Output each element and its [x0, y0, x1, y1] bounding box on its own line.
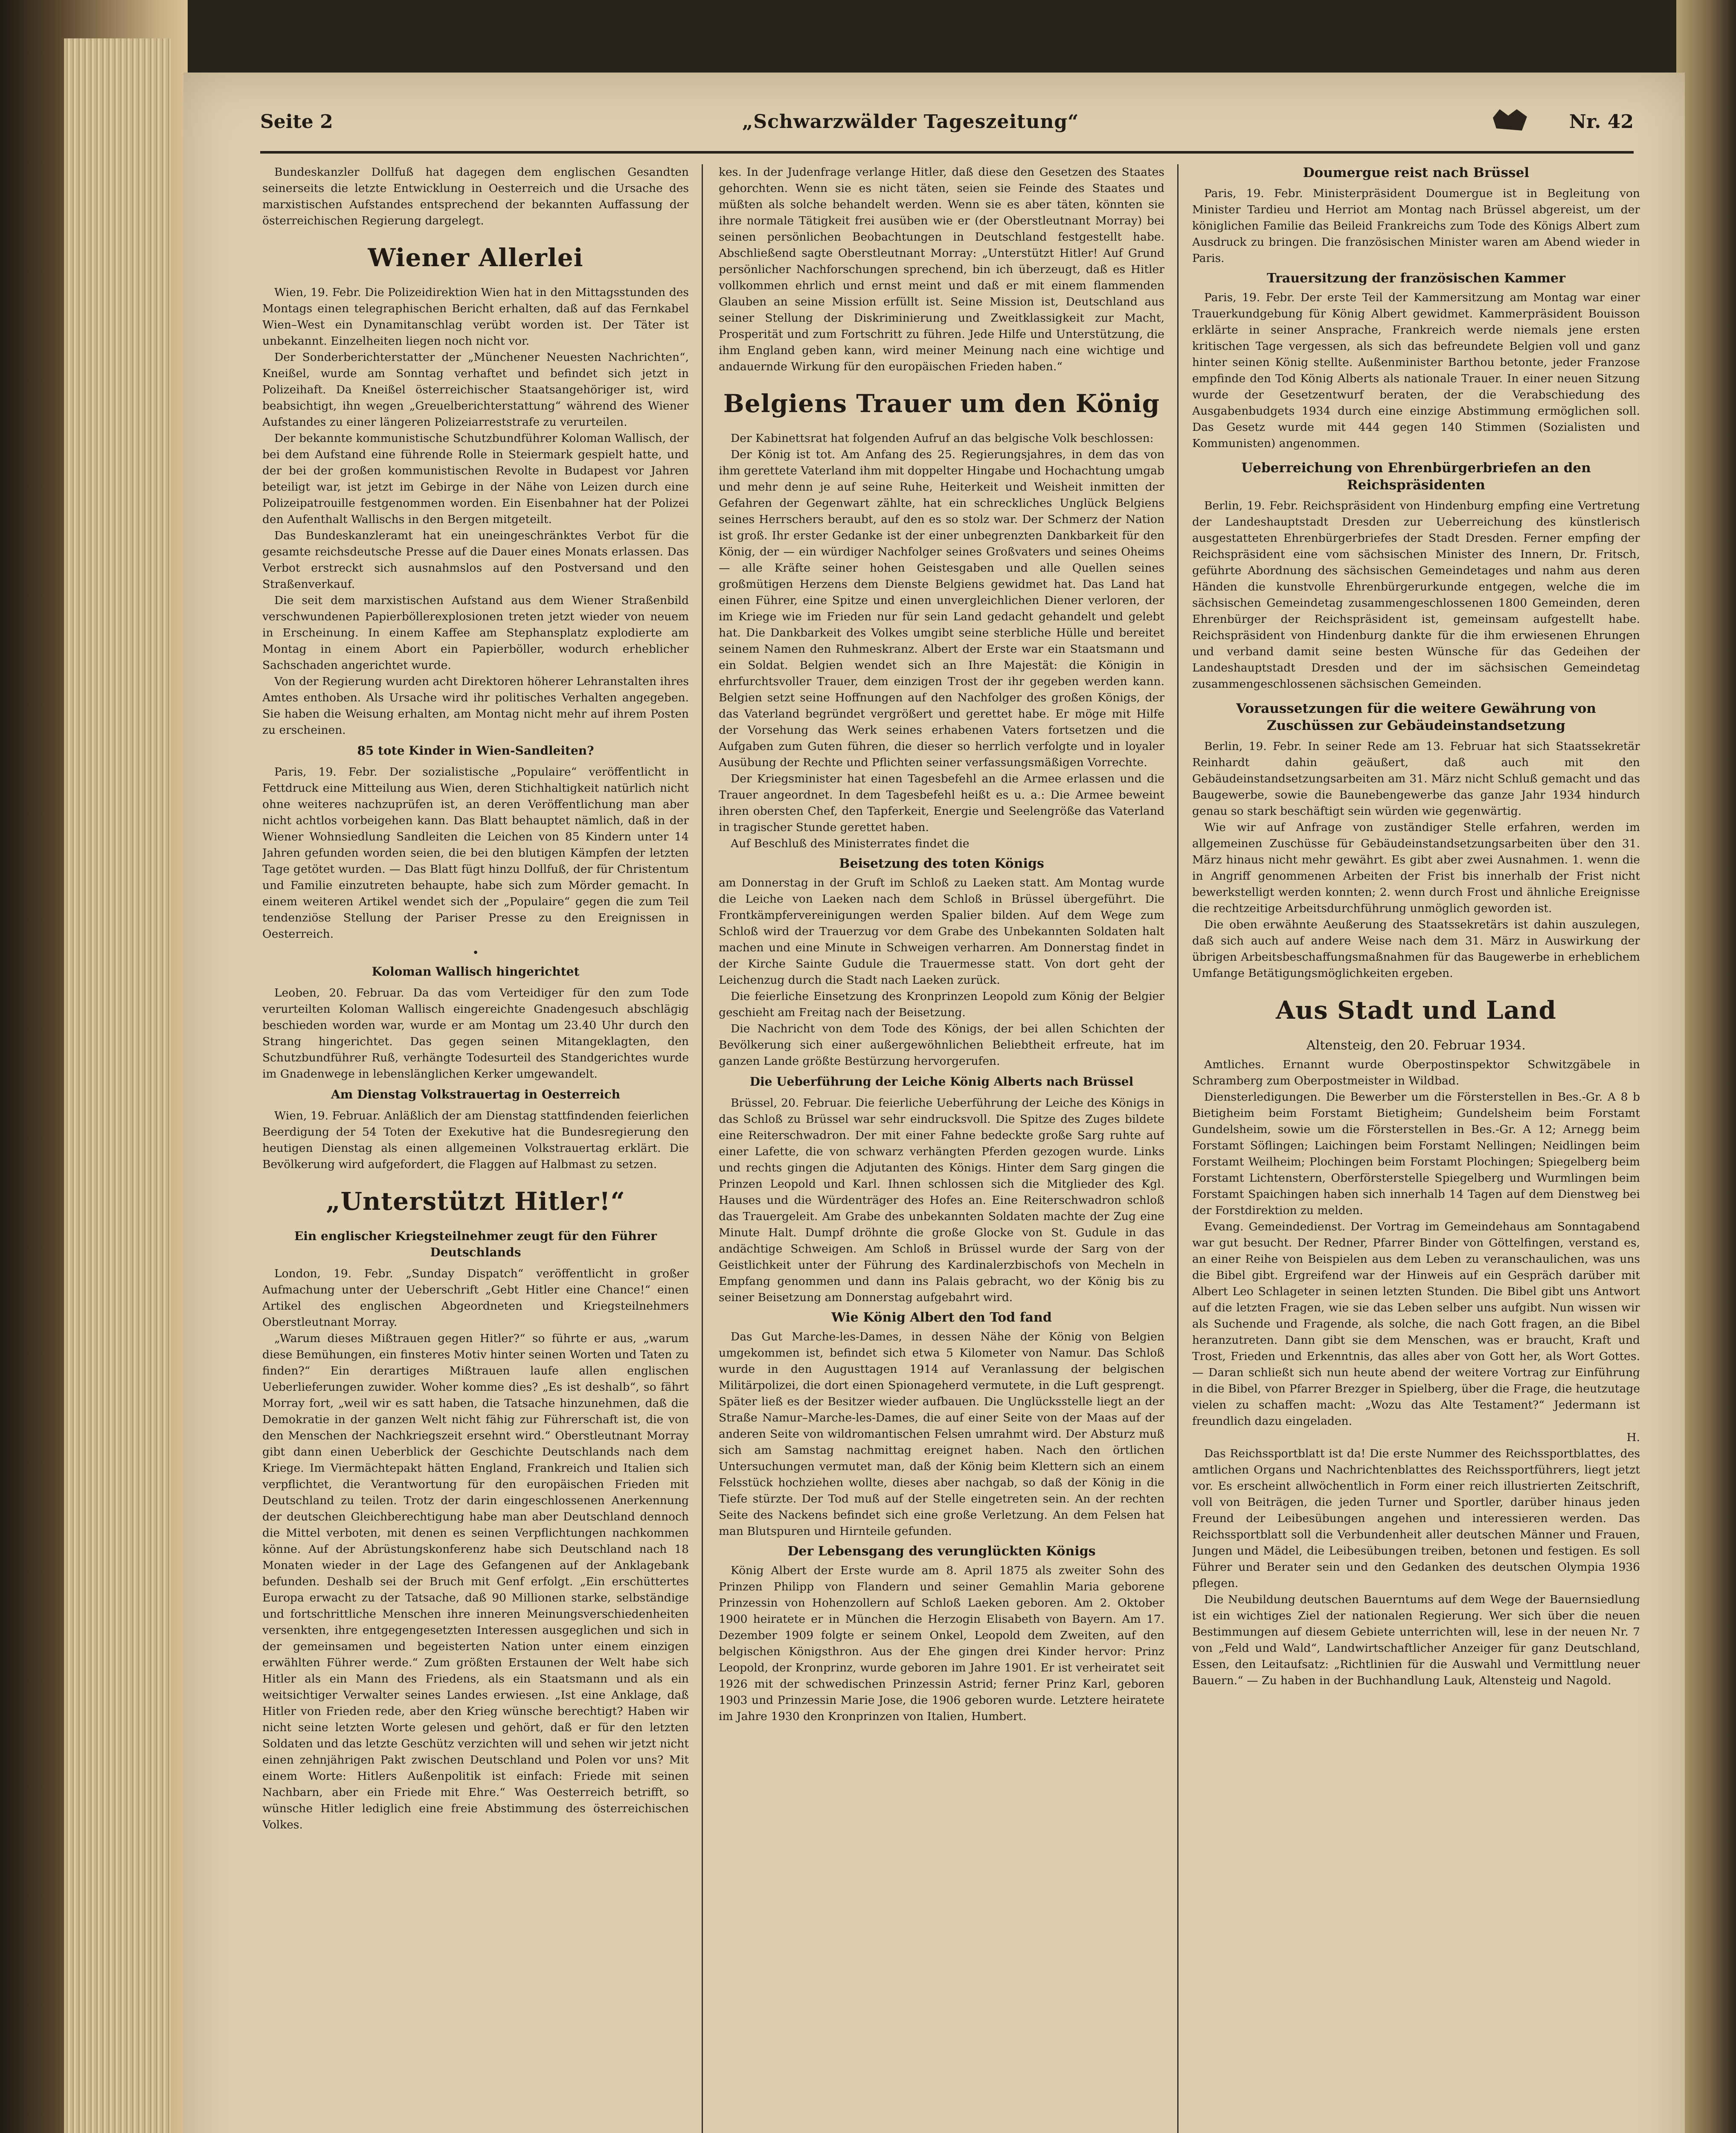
- article-paragraph: Der Kabinettsrat hat folgenden Aufruf an das belgische Volk beschlossen:: [731, 432, 1154, 445]
- article-paragraph: Der bekannte kommunistische Schutzbundführer Koloman Wallisch, der bei dem Aufstand eine führende Rolle in Steiermark gespielt hatte, und der bei der großen kommunistischen Revolte in Budapest vor Jahren beteiligt war, ist jetzt im Gebirge in der Nähe von Leizen durch eine Polizeipatrouille festgenommen worden. Ein Eisenbahner hat der Polizei den Aufenthalt Wallischs in den Bergen mitgeteilt.: [262, 432, 689, 526]
- article-paragraph: Die seit dem marxistischen Aufstand aus dem Wiener Straßenbild verschwundenen Papierböllerexplosionen treten jetzt wieder von neuem in Erscheinung. In einem Kaffee am Stephansplatz explodierte am Montag in einem Abort ein Papierböller, wodurch erheblicher Sachschaden angerichtet wurde.: [262, 594, 689, 672]
- article-paragraph: kes. In der Judenfrage verlange Hitler, daß diese den Gesetzen des Staates gehorchten. Wenn sie es nicht täten, seien sie Feinde des Staates und müßten als solche behandelt werden. Wenn sie es aber täten, könnten sie ihre normale Tätigkeit frei ausüben wie er (der Oberstleutnant Morray) bei seinen persönlichen Beobachtungen in Deutschland festgestellt habe. Abschließend sagte Oberstleutnant Morray: „Unterstützt Hitler! Auf Grund persönlicher Nachforschungen sprechend, bin ich überzeugt, daß es Hitler vollkommen ehrlich und ernst meint und daß er mit einem flammenden Glauben an seine Mission erfüllt ist. Seine Mission ist, Deutschland aus seiner Stellung der Diskriminierung und Zweitklassigkeit zur Macht, Prosperität und zum Fortschritt zu führen. Jede Hilfe und Unterstützung, die ihm England geben kann, wird meiner Meinung nach eine wichtige und andauernde Wirkung für den europäischen Frieden haben.“: [719, 166, 1164, 373]
- book-binding: [0, 0, 188, 2133]
- article-paragraph: Der Sonderberichterstatter der „Münchener Neuesten Nachrichten“, Kneißel, wurde am Sonntag verhaftet und befindet sich jetzt in Polizeihaft. Da Kneißel österreichischer Staatsangehöriger ist, wird beabsichtigt, ihn wegen „Greuelberichterstattung“ während des Wiener Aufstandes zu einer längeren Polizeiarreststrafe zu verurteilen.: [262, 351, 689, 429]
- subheading-tod-koenig-albert: Wie König Albert den Tod fand: [831, 1310, 1052, 1325]
- headline-belgiens-trauer: Belgiens Trauer um den König: [723, 389, 1160, 418]
- subheading-ueberfuehrung: Die Ueberführung der Leiche König Alberts nach Brüssel: [749, 1075, 1134, 1089]
- headline-ehrenbuergerbriefe: Ueberreichung von Ehrenbürgerbriefen an den Reichspräsidenten: [1241, 460, 1591, 493]
- article-paragraph: Das Bundeskanzleramt hat ein uneingeschränktes Verbot für die gesamte reichsdeutsche Presse auf die Dauer eines Monats erlassen. Das Verbot erstreckt sich ausnahmslos auf den Postversand und den Straßenverkauf.: [262, 529, 689, 591]
- article-paragraph: Die oben erwähnte Aeußerung des Staatssekretärs ist dahin auszulegen, daß sich auch auf andere Weise nach dem 31. März in Auswirkung der übrigen Arbeitsbeschaffungsmaßnahmen für das Baugewerbe in erheblichem Umfange Betätigungsmöglichkeiten ergeben.: [1192, 918, 1640, 980]
- headline-doumergue: Doumergue reist nach Brüssel: [1303, 165, 1530, 180]
- newspaper-page: [183, 73, 1685, 2133]
- article-paragraph: Bundeskanzler Dollfuß hat dagegen dem englischen Gesandten seinerseits die letzte Entwicklung in Oesterreich und die Ursache des marxistischen Aufstandes entsprechend der bekannten Auffassung der österreichischen Regierung dargelegt.: [262, 166, 689, 227]
- article-paragraph: Die Nachricht von dem Tode des Königs, der bei allen Schichten der Bevölkerung sich einer außergewöhnlichen Beliebtheit erfreute, hat im ganzen Lande größte Bestürzung hervorgerufen.: [719, 1022, 1164, 1068]
- subheading-lebensgang: Der Lebensgang des verunglückten Königs: [787, 1544, 1096, 1559]
- article-paragraph: Amtliches. Ernannt wurde Oberpostinspektor Schwitzgäbele in Schramberg zum Oberpostmeister in Wildbad.: [1192, 1058, 1640, 1087]
- ink-blot-mark: [1493, 109, 1527, 131]
- article-paragraph: Leoben, 20. Februar. Da das vom Verteidiger für den zum Tode verurteilten Koloman Wallisch eingereichte Gnadengesuch abschlägig beschieden worden war, wurde er am Montag um 23.40 Uhr durch den Strang hingerichtet. Das gegen seinen Mitangeklagten, den Schutzbundführer Ruß, verhängte Todesurteil des Standgerichtes wurde im Gnadenwege in lebenslänglichen Kerker umgewandelt.: [262, 986, 689, 1081]
- headline-aus-stadt-und-land: Aus Stadt und Land: [1276, 996, 1556, 1025]
- article-paragraph: Paris, 19. Febr. Ministerpräsident Doumergue ist in Begleitung von Minister Tardieu und Herriot am Montag nach Brüssel abgereist, um der königlichen Familie das Beileid Frankreichs zum Tode des Königs Albert zum Ausdruck zu bringen. Die französischen Minister waren am Abend wieder in Paris.: [1192, 187, 1640, 265]
- article-paragraph: Auf Beschluß des Ministerrates findet die: [731, 837, 970, 850]
- article-paragraph: Evang. Gemeindedienst. Der Vortrag im Gemeindehaus am Sonntagabend war gut besucht. Der Redner, Pfarrer Binder von Göttelfingen, verstand es, an einer Reihe von Beispielen aus dem Leben zu veranschaulichen, was uns die Bibel gibt. Ergreifend war der Hinweis auf ein Gespräch darüber mit Albert Leo Schlageter in seinen letzten Stunden. Die Bibel gibt uns Antwort auf die letzten Fragen, wie sie das Leben selber uns aufgibt. Nun wissen wir als Suchende und Fragende, als solche, die nach Gott fragen, an die Bibel heranzutreten. Dann gibt sie dem Menschen, was er braucht, Kraft und Trost, Frieden und Erkenntnis, das alles aber von Gott her, als Wort Gottes. — Daran schließt sich nun heute abend der weitere Vortrag zur Einführung in die Bibel, von Pfarrer Brezger in Spielberg, über die Frage, die heutzutage vielen zu schaffen macht: „Wozu das Alte Testament?“ Jedermann ist freundlich dazu eingeladen.: [1192, 1220, 1640, 1428]
- article-paragraph: Die Neubildung deutschen Bauerntums auf dem Wege der Bauernsiedlung ist ein wichtiges Ziel der nationalen Regierung. Wer sich über die neuen Bestimmungen auf diesem Gebiete unterrichten will, lese in der neuen Nr. 7 von „Feld und Wald“, Landwirtschaftlicher Anzeiger für ganz Deutschland, Essen, den Leitaufsatz: „Richtlinien für die Auswahl und Vermittlung neuer Bauern.“ — Zu haben in der Buchhandlung Lauk, Altensteig und Nagold.: [1192, 1593, 1640, 1687]
- subheading-wallisch-hingerichtet: Koloman Wallisch hingerichtet: [372, 965, 580, 979]
- column-rule: [702, 164, 703, 2133]
- article-paragraph: Der König ist tot. Am Anfang des 25. Regierungsjahres, in dem das von ihm gerettete Vaterland ihm mit doppelter Hingabe und Hochachtung umgab und mehr denn je auf seine Ruhe, Heiterkeit und Weisheit inmitten der Gefahren der Gegenwart zählte, hat ein schreckliches Unglück Belgiens seines Herrschers beraubt, auf den es so stolz war. Der Schmerz der Nation ist groß. Ihr erster Gedanke ist der einer unbegrenzten Dankbarkeit für den König, der — ein würdiger Nachfolger seines Großvaters und seines Oheims — alle Kräfte seiner hohen Geistesgaben und alle Quellen seines großmütigen Herzens dem Dienste Belgiens gewidmet hat. Das Land hat einen Führer, eine Spitze und einen unvergleichlichen Diener verloren, der im Kriege wie im Frieden nur für sein Land gedacht gehandelt und gelebt hat. Die Dankbarkeit des Volkes umgibt seine sterbliche Hülle und bereitet seinem Namen den Ruhmeskranz. Albert der Erste war ein Staatsmann und ein Soldat. Belgien wendet sich an Ihre Majestät: die Königin in ehrfurchtsvoller Trauer, dem einzigen Trost der ihr gegeben werden kann. Belgien setzt seine Hoffnungen auf den Nachfolger des großen Königs, der das Vaterland begründet vergrößert und gerettet habe. Er möge mit Hilfe der Vorsehung das Werk seines erhabenen Vaters fortsetzen und die Aufgaben zum Guten führen, die dieser so herrlich verfolgte und in loyaler Ausübung der Rechte und Pflichten seiner verfassungsmäßigen Vorrechte.: [719, 448, 1164, 769]
- article-paragraph: „Warum dieses Mißtrauen gegen Hitler?“ so führte er aus, „warum diese Bemühungen, ein finsteres Motiv hinter seinen Worten und Taten zu finden?“ Ein derartiges Mißtrauen laufe allen englischen Ueberlieferungen zuwider. Woher komme dies? „Es ist deshalb“, so fährt Morray fort, „weil wir es satt haben, die Tatsache hinzunehmen, daß die Demokratie in der ganzen Welt nicht fähig zur Führerschaft ist, die von den Menschen der Nachkriegszeit ersehnt wird.“ Oberstleutnant Morray gibt dann einen Ueberblick der Geschichte Deutschlands nach dem Kriege. Im Viermächtepakt hätten England, Frankreich und Italien sich verpflichtet, die Verantwortung für den europäischen Frieden mit Deutschland zu teilen. Trotz der darin eingeschlossenen Anerkennung der deutschen Gleichberechtigung habe man aber Deutschland dennoch die Mittel verboten, mit denen es seinen Verpflichtungen nachkommen könne. Auf der Abrüstungskonferenz habe sich Deutschland nach 18 Monaten wieder in der Lage des Gefangenen auf der Anklagebank befunden. Deshalb sei der Bruch mit Genf erfolgt. „Ein erschüttertes Europa erwacht zu der Tatsache, daß 90 Millionen starke, selbständige und fortschrittliche Menschen ihre inneren Meinungsverschiedenheiten versenkten, ihre entgegengesetzten Interessen ausgeglichen und sich in der gemeinsamen und begeisterten Nation unter einem einzigen erwählten Führer werde.“ Zum größten Erstaunen der Welt habe sich Hitler als ein Mann des Friedens, als ein Staatsmann und als ein weitsichtiger Verwalter seines Landes erwiesen. „Ist eine Anklage, daß Hitler von Frieden rede, aber den Krieg wünsche berechtigt? Haben wir nicht seine letzten Worte gelesen und gehört, daß er für den letzten Soldaten und das letzte Geschütz verzichten will und sehen wir jetzt nicht einen zehnjährigen Pakt zwischen Deutschland und Polen vor uns? Mit einem Worte: Hitlers Außenpolitik ist einfach: Friede mit seinen Nachbarn, aber ein Friede mit Ehre.“ Was Oesterreich betrifft, so wünsche Hitler lediglich eine freie Abstimmung des österreichischen Volkes.: [262, 1332, 689, 1831]
- headline-wiener-allerlei: Wiener Allerlei: [368, 243, 584, 272]
- subheading-beisetzung: Beisetzung des toten Königs: [839, 856, 1044, 871]
- headline-unterstuetzt-hitler: „Unterstützt Hitler!“: [326, 1187, 625, 1216]
- article-paragraph: Brüssel, 20. Februar. Die feierliche Ueberführung der Leiche des Königs in das Schloß zu Brüssel war sehr eindrucksvoll. Die Spitze des Zuges bildete eine Reiterschwadron. Der mit einer Fahne bedeckte große Sarg ruhte auf einer Lafette, die von schwarz verhängten Pferden gezogen wurde. Links und rechts gingen die Adjutanten des Königs. Hinter dem Sarg gingen die Prinzen Leopold und Karl. Ihnen schlossen sich die Mitglieder des Kgl. Hauses und die Würdenträger des Hofes an. Eine Reiterschwadron schloß das Trauergeleit. Am Grabe des unbekannten Soldaten machte der Zug eine Minute Halt. Dumpf dröhnte die große Glocke von St. Gudule in das andächtige Schweigen. Am Schloß in Brüssel wurde der Sarg von der Geistlichkeit unter der Führung des Kardinalerzbischofs von Mecheln in Empfang genommen und dann ins Palais gebracht, wo der König bis zu seiner Beisetzung am Donnerstag aufgebahrt wird.: [719, 1096, 1164, 1304]
- column-1: [262, 164, 689, 2133]
- article-paragraph: Der Kriegsminister hat einen Tagesbefehl an die Armee erlassen und die Trauer angeordnet. In dem Tagesbefehl heißt es u. a.: Die Armee beweint ihren obersten Chef, den Tapferkeit, Energie und Seelengröße das Vaterland in tragischer Stunde gerettet haben.: [719, 772, 1164, 834]
- article-paragraph: Von der Regierung wurden acht Direktoren höherer Lehranstalten ihres Amtes enthoben. Als Ursache wird ihr politisches Verhalten angegeben. Sie haben die Weisung erhalten, am Montag nicht mehr auf ihrem Posten zu erscheinen.: [262, 675, 689, 737]
- subheading-volkstrauertag: Am Dienstag Volkstrauertag in Oesterreich: [331, 1087, 620, 1101]
- issue-number: Nr. 42: [1569, 111, 1634, 133]
- article-paragraph: Wie wir auf Anfrage von zuständiger Stelle erfahren, werden im allgemeinen Zuschüsse für Gebäudeinstandsetzungsarbeiten über den 31. März hinaus nicht mehr gewährt. Es gibt aber zwei Ausnahmen. 1. wenn die in Angriff genommenen Arbeiten der Frist bis innerhalb der Frist nicht bewerkstelligt werden konnten; 2. wenn durch Frost und ähnliche Ereignisse die rechtzeitige Arbeitsdurchführung unmöglich geworden ist.: [1192, 821, 1640, 915]
- page-header: [260, 107, 1634, 154]
- headline-subtitle: Ein englischer Kriegsteilnehmer zeugt für den Führer Deutschlands: [294, 1229, 657, 1259]
- newspaper-name: „Schwarzwälder Tageszeitung“: [742, 111, 1079, 133]
- article-paragraph: Die feierliche Einsetzung des Kronprinzen Leopold zum König der Belgier geschieht am Freitag nach der Beisetzung.: [719, 990, 1164, 1019]
- article-paragraph: London, 19. Febr. „Sunday Dispatch“ veröffentlicht in großer Aufmachung unter der Ueberschrift „Gebt Hitler eine Chance!“ einen Artikel des englischen Abgeordneten und Kriegsteilnehmers Oberstleutnant Morray.: [262, 1267, 689, 1329]
- subheading-trauersitzung: Trauersitzung der französischen Kammer: [1266, 271, 1566, 286]
- headline-voraussetzungen: Voraussetzungen für die weitere Gewährung von Zuschüssen zur Gebäudeinstandsetzung: [1236, 701, 1596, 733]
- article-paragraph: Das Gut Marche-les-Dames, in dessen Nähe der König von Belgien umgekommen ist, befindet sich etwa 5 Kilometer von Namur. Das Schloß wurde in den Augusttagen 1914 auf Veranlassung der belgischen Militärpolizei, die dort einen Spionageherd vermutete, in die Luft gesprengt. Später ließ es der Besitzer wieder aufbauen. Die Unglücksstelle liegt an der Straße Namur–Marche-les-Dames, die auf einer Seite von der Maas auf der anderen Seite von wildromantischen Felsen umrahmt wird. Der Absturz muß sich am Samstag nachmittag ereignet haben. Nach den örtlichen Untersuchungen vermutet man, daß der König beim Klettern sich an einem Felsstück hochziehen wollte, dieses aber nachgab, so daß der König in die Tiefe stürzte. Der Tod muß auf der Stelle eingetreten sein. An der rechten Seite des Nackens befindet sich eine große Verletzung. An dem Felsen hat man Blutspuren und Hirnteile gefunden.: [719, 1330, 1164, 1538]
- dateline: Altensteig, den 20. Februar 1934.: [1306, 1038, 1526, 1053]
- article-paragraph: Berlin, 19. Febr. In seiner Rede am 13. Februar hat sich Staatssekretär Reinhardt dahin geäußert, daß auch mit den Gebäudeinstandsetzungsarbeiten am 31. März nicht Schluß gemacht und das Baugewerbe, sowie die Baunebengewerbe das ganze Jahr 1934 hindurch genau so stark beschäftigt sein würden wie gegenwärtig.: [1192, 740, 1640, 818]
- article-paragraph: Paris, 19. Febr. Der erste Teil der Kammersitzung am Montag war einer Trauerkundgebung für König Albert gewidmet. Kammerpräsident Bouisson erklärte in seiner Ansprache, Frankreich werde niemals jene ersten kritischen Tage vergessen, als sich das befreundete Belgien voll und ganz hinter seinen König stellte. Außenminister Barthou betonte, jeder Franzose empfinde den Tod König Alberts als nationale Trauer. In einer neuen Sitzung wurde der Gesetzentwurf beraten, der die Verabschiedung des Ausgabenbudgets 1934 durch eine einzige Abstimmung ermöglichen soll. Das Gesetz wurde mit 444 gegen 140 Stimmen (Sozialisten und Kommunisten) angenommen.: [1192, 291, 1640, 450]
- column-rule: [1177, 164, 1179, 2133]
- column-2: [719, 164, 1164, 2133]
- article-paragraph: Wien, 19. Febr. Die Polizeidirektion Wien hat in den Mittagsstunden des Montags einen telegraphischen Bericht erhalten, daß auf das Fernkabel Wien–West ein Dynamitanschlag verübt worden ist. Der Täter ist unbekannt. Einzelheiten liegen noch nicht vor.: [262, 286, 689, 348]
- page-number-label: Seite 2: [260, 111, 333, 133]
- article-paragraph: Paris, 19. Febr. Der sozialistische „Populaire“ veröffentlicht in Fettdruck eine Mitteilung aus Wien, deren Stichhaltigkeit natürlich nicht ohne weiteres nachzuprüfen ist, an deren Veröffentlichung man aber nicht achtlos vorbeigehen kann. Das Blatt behauptet nämlich, daß in der Wiener Wohnsiedlung Sandleiten die Leichen von 85 Kindern unter 14 Jahren gefunden worden seien, die bei den blutigen Kämpfen der letzten Tage getötet wurden. — Das Blatt fügt hinzu Dollfuß, der für Christentum und Familie einzutreten behaupte, habe sich zum Mörder gemacht. In einem weiteren Artikel wendet sich der „Populaire“ gegen die zum Teil tendenziöse Stellung der Pariser Presse zu den Ereignissen in Oesterreich.: [262, 765, 689, 941]
- subheading-85-tote-kinder: 85 tote Kinder in Wien-Sandleiten?: [357, 744, 594, 758]
- column-3: [1192, 164, 1640, 2133]
- section-separator: •: [472, 947, 479, 959]
- page-stack-edge: [64, 38, 171, 2133]
- article-paragraph: Das Reichssportblatt ist da! Die erste Nummer des Reichssportblattes, des amtlichen Organs und Nachrichtenblattes des Reichssportführers, liegt jetzt vor. Es erscheint allwöchentlich in Form einer reich illustrierten Zeitschrift, voll von Beiträgen, die jeden Turner und Sportler, darüber hinaus jeden Freund der Leibesübungen angehen und interessieren werden. Das Reichssportblatt soll die Verbundenheit aller deutschen Männer und Frauen, Jungen und Mädel, die Leibesübungen treiben, betonen und festigen. Es soll Führer und Berater sein und den Gedanken des deutschen Olympia 1936 pflegen.: [1192, 1447, 1640, 1590]
- author-signature: H.: [1626, 1431, 1640, 1444]
- page-edge-shadow: [1676, 0, 1736, 2133]
- article-paragraph: Wien, 19. Februar. Anläßlich der am Dienstag stattfindenden feierlichen Beerdigung der 54 Toten der Exekutive hat die Bundesregierung den heutigen Dienstag als einen allgemeinen Volkstrauertag erklärt. Die Bevölkerung wird aufgefordert, die Flaggen auf Halbmast zu setzen.: [262, 1109, 689, 1171]
- article-paragraph: Diensterledigungen. Die Bewerber um die Försterstellen in Bes.-Gr. A 8 b Bietigheim beim Forstamt Bietigheim; Gundelsheim beim Forstamt Gundelsheim, sowie um die Försterstellen in Bes.-Gr. A 12; Arnegg beim Forstamt Söflingen; Laichingen beim Forstamt Nellingen; Neidlingen beim Forstamt Weilheim; Plochingen beim Forstamt Plochingen; Spiegelberg beim Forstamt Lichtenstern, Oberförsterstelle Spiegelberg und Wurmlingen beim Forstamt Spaichingen haben sich innerhalb 14 Tagen auf dem Dienstweg bei der Forstdirektion zu melden.: [1192, 1090, 1640, 1217]
- article-paragraph: König Albert der Erste wurde am 8. April 1875 als zweiter Sohn des Prinzen Philipp von Flandern und seiner Gemahlin Maria geborene Prinzessin von Hohenzollern auf Schloß Laeken geboren. Am 2. Oktober 1900 heiratete er in München die Herzogin Elisabeth von Bayern. Am 17. Dezember 1909 folgte er seinem Onkel, Leopold dem Zweiten, auf den belgischen Königsthron. Aus der Ehe gingen drei Kinder hervor: Prinz Leopold, der Kronprinz, wurde geboren im Jahre 1901. Er ist verheiratet seit 1926 mit der schwedischen Prinzessin Astrid; ferner Prinz Karl, geboren 1903 und Prinzessin Marie Jose, die 1906 geboren wurde. Letztere heiratete im Jahre 1930 den Kronprinzen von Italien, Humbert.: [719, 1564, 1164, 1723]
- article-paragraph: am Donnerstag in der Gruft im Schloß zu Laeken statt. Am Montag wurde die Leiche von Laeken nach dem Schloß in Brüssel übergeführt. Die Frontkämpfervereinigungen werden Spalier bilden. Auf dem Wege zum Schloß wird der Trauerzug vor dem Grabe des Unbekannten Soldaten halt machen und eine Minute in Schweigen verharren. Am Donnerstag findet in der Kirche Sainte Gudule die Trauermesse statt. Von dort geht der Leichenzug durch die Stadt nach Laeken zurück.: [719, 876, 1164, 987]
- article-paragraph: Berlin, 19. Febr. Reichspräsident von Hindenburg empfing eine Vertretung der Landeshauptstadt Dresden zur Ueberreichung des künstlerisch ausgestatteten Ehrenbürgerbriefes der Stadt Dresden. Ferner empfing der Reichspräsident eine vom sächsischen Minister des Innern, Dr. Fritsch, geführte Abordnung des sächsischen Gemeindetages und nahm aus deren Händen die kunstvolle Ehrenbürgerurkunde entgegen, welche die im sächsischen Gemeindetag zusammengeschlossenen 1800 Gemeinden, deren Ehrenbürger der Reichspräsident ist, gemeinsam aufgestellt habe. Reichspräsident von Hindenburg dankte für die ihm erwiesenen Ehrungen und verband damit seine besten Wünsche für das Gedeihen der Landeshauptstadt Dresden und der im sächsischen Gemeindetag zusammengeschlossenen sächsischen Gemeinden.: [1192, 499, 1640, 691]
